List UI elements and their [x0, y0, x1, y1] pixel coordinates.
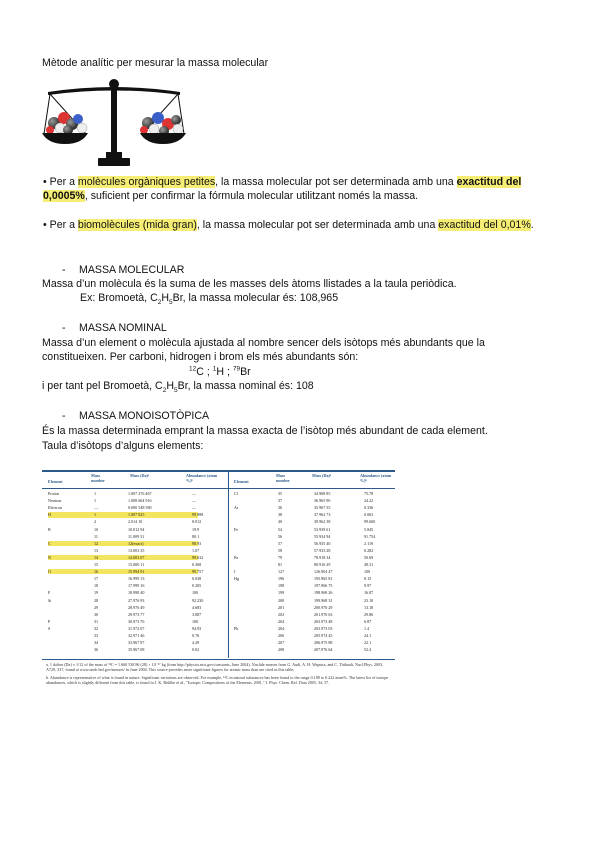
example-text: i per tant pel Bromoetà, C	[42, 380, 163, 392]
monoisotopic-mass-definition: És la massa determinada emprant la massa exacta de l’isòtop més abundant de cada element.	[42, 425, 488, 437]
bullet1-highlight-1: molècules orgàniques petites	[77, 176, 216, 188]
example-text: H	[161, 292, 169, 304]
table-cell: 57.933 28	[314, 547, 331, 553]
table-cell: —	[192, 498, 197, 504]
table-cell: 16	[94, 569, 99, 575]
table-cell: 0.76	[192, 633, 200, 638]
table-cell: 204	[278, 625, 285, 631]
section-heading-molecular-mass	[62, 264, 184, 278]
isotope-text: C ;	[196, 366, 213, 378]
table-cell: 17	[94, 576, 99, 582]
table-cell: 18	[94, 583, 99, 589]
table-cell: 30.973 76	[128, 618, 145, 624]
table-cell: 0.000 548 580	[128, 505, 152, 511]
superscript: 79	[232, 365, 241, 373]
table-cell: Proton	[48, 491, 59, 496]
table-cell: 207	[278, 640, 285, 646]
table-cell: 13	[94, 547, 99, 553]
table-cell: —	[94, 505, 99, 511]
table-cell: 81	[278, 562, 283, 567]
table-cell: 6.87	[364, 618, 372, 624]
bullet1-mid: , la massa molecular pot ser determinada amb una	[215, 176, 457, 188]
table-cell: 34.968 85	[314, 491, 331, 496]
table-cell: 1	[94, 491, 97, 496]
table-cell: 16.999 13	[128, 576, 145, 582]
table-cell: 11.009 31	[128, 533, 145, 539]
table-cell: 0.012	[192, 519, 202, 525]
table-cell: C	[48, 540, 51, 546]
table-cell: 195.965 81	[314, 576, 333, 582]
section-heading-monoisotopic-mass	[62, 410, 209, 424]
table-cell: 31	[94, 618, 99, 624]
bullet2-prefix: • Per a	[43, 219, 78, 231]
balance-scale-icon	[42, 76, 186, 168]
table-cell: 23.10	[364, 597, 374, 603]
table-cell: 205.974 45	[314, 633, 333, 638]
section-title: MASSA MOLECULAR	[79, 264, 185, 276]
table-cell: 12(exact)	[128, 540, 144, 546]
table-footnote-a: a. 1 dalton (Da) ≡ 1/12 of the mass of ¹²C = 1.660 538 86 (28) × 10⁻²⁷ kg (from http://physics.nist.gov/constants, June 2004). Nuclide masses from G. Audi, A. H. Wapstra, and C. Thibault, Nucl.Phys. 2003, A729, 337, found at www.nndc.bnl.gov/masses/ in June 2004. This source provides more significant figures for atomic mass than are cited in this table.	[46, 662, 384, 673]
table-cell: 11	[94, 533, 98, 539]
table-cell: 0.15	[364, 576, 372, 582]
table-cell: 54	[278, 526, 283, 532]
table-cell: 204	[278, 618, 285, 624]
table-cell: 4.683	[192, 604, 202, 610]
example-text: Ex: Bromoetà, C	[80, 292, 158, 304]
table-cell: 10.012 94	[128, 526, 145, 532]
table-cell: 91.754	[364, 533, 376, 539]
table-cell: 100	[364, 569, 371, 575]
table-cell: 1.007 276 467	[128, 491, 152, 496]
table-cell: 92.230	[192, 597, 204, 603]
table-cell: 12	[94, 540, 99, 546]
table-cell: 24.22	[364, 498, 374, 504]
table-cell: —	[192, 505, 197, 511]
table-cell: 36	[94, 647, 99, 653]
table-cell: P	[48, 618, 51, 624]
table-cell: 0.282	[364, 547, 374, 553]
table-cell: 79	[278, 554, 283, 560]
bullet2-highlight-2: exactitud del 0,01%	[438, 219, 531, 231]
header-mass-number: Mass number	[91, 473, 105, 483]
table-cell: I	[234, 569, 236, 575]
section-dash: -	[62, 410, 66, 422]
table-cell: 0.038	[192, 576, 202, 582]
table-cell: 24.1	[364, 633, 372, 638]
table-cell: 1	[94, 512, 97, 518]
table-cell: 202	[278, 611, 285, 617]
table-cell: 0.063	[364, 512, 374, 518]
header-rule	[42, 488, 395, 489]
table-cell: 206	[278, 633, 285, 638]
table-cell: 49.31	[364, 562, 374, 567]
molecular-mass-definition: Massa d’un molècula és la suma de les masses dels àtoms llistades a la taula periòdica.	[42, 278, 457, 290]
isotope-table	[42, 470, 395, 692]
table-cell: 1.07	[192, 547, 200, 553]
table-cell: 199.968 31	[314, 597, 333, 603]
table-cell: 4.29	[192, 640, 200, 646]
table-cell: 1	[94, 498, 97, 504]
table-cell: N	[48, 554, 51, 560]
table-cell: H	[48, 512, 51, 518]
isotope-table-caption: Taula d’isòtops d’alguns elements:	[42, 440, 204, 452]
bullet2-mid: , la massa molecular pot ser determinada amb una	[196, 219, 439, 231]
table-cell: 57	[278, 540, 283, 546]
table-cell: B	[48, 526, 51, 532]
table-cell: Br	[234, 554, 239, 560]
table-cell: 50.69	[364, 554, 374, 560]
subscript: 2	[162, 387, 167, 395]
table-cell: 203.973 03	[314, 625, 333, 631]
table-cell: 99.600	[364, 519, 376, 525]
table-cell: Hg	[234, 576, 240, 582]
table-cell: 75.78	[364, 491, 374, 496]
table-cell: 13.003 35	[128, 547, 145, 553]
nominal-mass-definition-line2: constitueixen. Per carboni, hidrogen i brom els més abundants són:	[42, 351, 359, 363]
table-cell: 22.1	[364, 640, 372, 646]
bullet-biomolecules	[43, 219, 558, 233]
table-cell: S	[48, 625, 51, 631]
table-cell: 198.968 26	[314, 590, 333, 596]
table-cell: 58	[278, 547, 283, 553]
table-cell: 197.966 75	[314, 583, 333, 589]
table-cell: 38	[278, 512, 283, 518]
table-cell: 19.9	[192, 526, 200, 532]
isotope-text: Br	[240, 366, 251, 378]
table-cell: —	[192, 491, 197, 496]
row-highlight	[48, 569, 198, 574]
table-cell: 35	[278, 491, 283, 496]
table-cell: 206.975 88	[314, 640, 333, 646]
table-cell: 10	[94, 526, 99, 532]
table-cell: Neutron	[48, 498, 62, 504]
table-cell: 29.86	[364, 611, 374, 617]
table-cell: 78.918 34	[314, 554, 331, 560]
table-cell: 32	[94, 625, 99, 631]
table-bottom-rule	[42, 659, 395, 660]
table-cell: 29.973 77	[128, 611, 145, 617]
table-cell: Pb	[234, 625, 239, 631]
section-title: MASSA NOMINAL	[79, 322, 167, 334]
table-cell: 56.935 40	[314, 540, 331, 546]
table-cell: 56	[278, 533, 283, 539]
table-cell: 100	[192, 590, 199, 596]
header-element-right: Element	[234, 479, 249, 484]
table-cell: 28.976 49	[128, 604, 145, 610]
table-cell: 35.967 55	[314, 505, 331, 511]
table-cell: 99.757	[192, 569, 204, 575]
table-cell: 200.970 29	[314, 604, 333, 610]
header-mass: Mass (Da)ᵃ	[130, 473, 150, 478]
table-cell: 100	[192, 618, 199, 624]
table-cell: Cl	[234, 491, 238, 496]
table-cell: 31.972 07	[128, 625, 145, 631]
example-text: H	[166, 380, 174, 392]
table-cell: 80.1	[192, 533, 200, 539]
table-cell: 30	[94, 611, 99, 617]
table-cell: F	[48, 590, 51, 596]
table-cell: 40	[278, 519, 283, 525]
nominal-mass-definition-line1: Massa d’un element o molècula ajustada al nombre sencer dels isòtops més abundants que la	[42, 337, 485, 349]
bullet-small-molecules	[43, 176, 558, 204]
table-cell: 15	[94, 562, 99, 567]
table-cell: 16.87	[364, 590, 374, 596]
column-divider	[228, 472, 229, 658]
table-cell: 126.904 47	[314, 569, 333, 575]
subscript: 5	[174, 387, 178, 395]
table-cell: 53.939 61	[314, 526, 331, 532]
nominal-mass-example	[42, 380, 314, 394]
bullet2-highlight-1: biomolècules (mida gran)	[77, 219, 197, 231]
table-cell: 207.976 64	[314, 647, 333, 653]
table-cell: 1.4	[364, 625, 370, 631]
table-cell: 15.000 11	[128, 562, 145, 567]
table-cell: 5.845	[364, 526, 374, 532]
table-cell: Si	[48, 597, 52, 603]
table-cell: 196	[278, 576, 285, 582]
table-footnote-b: b. Abundance is representative of what is found in nature. Significant variations are observed. For example, ¹³C in natural substances has been found to the range 0.188 to 0.222 atom%. The latest list of isotope abundances, which is slightly different from this table, is found in J. K. Böhlke et al., "Isotopic Compositions of the Elements, 2001," J. Phys. Chem. Ref. Data 2005, 34, 57.	[46, 675, 389, 686]
table-cell: 28	[94, 597, 99, 603]
section-heading-nominal-mass	[62, 322, 167, 336]
row-highlight	[48, 512, 198, 517]
bullet1-highlight-2: exactitud del 0,0005%	[43, 176, 522, 202]
table-cell: 29	[94, 604, 99, 610]
section-dash: -	[62, 322, 66, 334]
table-cell: Fe	[234, 526, 239, 532]
table-cell: 1.007 825	[128, 512, 145, 518]
bullet2-suffix: .	[530, 219, 534, 231]
subscript: 2	[157, 299, 162, 307]
section-title: MASSA MONOISOTÒPICA	[79, 410, 210, 422]
header-element: Element	[48, 479, 63, 484]
table-cell: 203.973 48	[314, 618, 333, 624]
table-cell: 15.994 91	[128, 569, 145, 575]
table-cell: Ar	[234, 505, 239, 511]
table-cell: 35.967 08	[128, 647, 145, 653]
table-cell: 2	[94, 519, 97, 525]
table-cell: Electron	[48, 505, 62, 511]
table-cell: 36.965 90	[314, 498, 331, 504]
header-abundance-right: Abundance (atom %)ᵇ	[360, 473, 392, 483]
table-cell: 55.934 94	[314, 533, 331, 539]
superscript: 1	[212, 365, 217, 373]
header-mass-number-right: Mass number	[276, 473, 290, 483]
table-cell: 36	[278, 505, 283, 511]
subscript: 5	[169, 299, 173, 307]
table-cell: 14.003 07	[128, 554, 145, 560]
table-cell: 17.999 16	[128, 583, 145, 589]
row-highlight	[48, 541, 198, 546]
table-cell: 13.18	[364, 604, 374, 610]
table-cell: 98.93	[192, 540, 202, 546]
table-cell: 198	[278, 583, 285, 589]
isotope-text: H ;	[216, 366, 233, 378]
table-cell: 0.368	[192, 562, 202, 567]
table-top-rule	[42, 470, 395, 472]
table-cell: 201.970 63	[314, 611, 333, 617]
table-cell: 200	[278, 597, 285, 603]
table-cell: 127	[278, 569, 285, 575]
table-cell: 52.4	[364, 647, 372, 653]
superscript: 12	[189, 365, 197, 373]
table-cell: 94.93	[192, 625, 202, 631]
table-cell: 99.632	[192, 554, 204, 560]
abundant-isotopes	[189, 366, 251, 380]
table-cell: 37	[278, 498, 283, 504]
table-cell: 33.967 87	[128, 640, 145, 646]
example-text: Br, la massa nominal és: 108	[177, 380, 314, 392]
table-cell: O	[48, 569, 51, 575]
table-cell: 3.087	[192, 611, 202, 617]
molecular-mass-example	[80, 292, 338, 306]
table-cell: 199	[278, 590, 285, 596]
table-cell: 27.976 93	[128, 597, 145, 603]
table-cell: 99.988	[192, 512, 204, 518]
table-cell: 37.962 73	[314, 512, 331, 518]
header-abundance: Abundance (atom %)ᵇ	[186, 473, 218, 483]
table-cell: 0.205	[192, 583, 202, 589]
table-cell: 34	[94, 640, 99, 646]
bullet1-prefix: • Per a	[43, 176, 78, 188]
table-cell: 0.336	[364, 505, 374, 511]
table-cell: 14	[94, 554, 99, 560]
table-cell: 80.916 29	[314, 562, 331, 567]
row-highlight	[48, 555, 198, 560]
table-cell: 19	[94, 590, 99, 596]
table-cell: 2.014 10	[128, 519, 143, 525]
table-cell: 9.97	[364, 583, 372, 589]
table-cell: 2.119	[364, 540, 374, 546]
table-cell: 208	[278, 647, 285, 653]
table-cell: 0.02	[192, 647, 200, 653]
table-cell: 33	[94, 633, 99, 638]
table-cell: 1.008 664 916	[128, 498, 152, 504]
table-cell: 18.998 40	[128, 590, 145, 596]
header-mass-right: Mass (Da)ᵃ	[312, 473, 332, 478]
bullet1-suffix: , suficient per confirmar la fórmula molecular utilitzant només la massa.	[84, 189, 419, 202]
section-dash: -	[62, 264, 66, 276]
example-text: Br, la massa molecular és: 108,965	[172, 292, 339, 304]
page-title: Mètode analític per mesurar la massa molecular	[42, 57, 269, 69]
table-cell: 39.962 38	[314, 519, 331, 525]
table-cell: 201	[278, 604, 285, 610]
table-cell: 32.971 46	[128, 633, 145, 638]
